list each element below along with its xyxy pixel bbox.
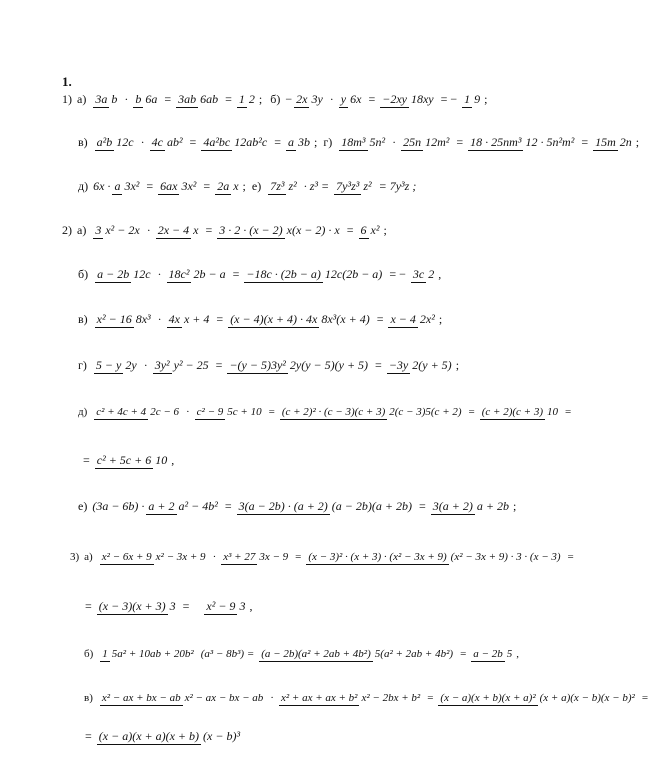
operator: ·: [329, 92, 334, 106]
numerator: a + 2: [148, 499, 175, 513]
numerator: 1: [238, 92, 245, 106]
denominator: 10: [547, 406, 559, 418]
fraction: [259, 648, 455, 661]
denominator: z²: [363, 179, 372, 193]
denominator: 2b − a: [193, 267, 226, 281]
denominator: 2x²: [419, 312, 435, 326]
part2-line-b: [78, 268, 441, 281]
numerator: 3 · 2 · (x − 2): [219, 223, 283, 237]
operator: = −: [440, 92, 458, 106]
denominator: (x² − 3x + 9) · 3 · (x − 3): [450, 551, 561, 563]
fraction: [279, 692, 422, 705]
denominator: x²: [370, 223, 380, 237]
numerator: 3ab: [178, 92, 197, 106]
numerator: 4c: [151, 135, 163, 149]
denominator: 12 · 5n²m²: [525, 135, 575, 149]
operator: =: [295, 551, 302, 563]
fraction: [280, 406, 464, 419]
denominator: x + 4: [183, 312, 210, 326]
numerator: (x − 3)(x + 3): [98, 599, 166, 613]
numerator: 25n: [403, 135, 422, 149]
fraction: [334, 180, 373, 193]
numerator: 18c²: [168, 267, 190, 281]
numerator: x² − 16: [96, 312, 132, 326]
fraction: [195, 406, 264, 419]
fraction: [593, 136, 634, 149]
numerator: 1: [102, 648, 108, 660]
fraction: [93, 93, 119, 106]
fraction: [100, 648, 195, 661]
fraction: [156, 224, 201, 237]
part2-line-e: [78, 500, 516, 513]
fraction: [95, 313, 153, 326]
denominator: x² − 3x + 9: [155, 551, 206, 563]
operator: =: [216, 312, 224, 326]
numerator: (c + 2)(c + 3): [481, 406, 544, 418]
denominator: 6x: [350, 92, 362, 106]
denominator: 5c + 10: [227, 406, 262, 418]
numerator: (x − a)(x + b)(x + a)²: [440, 692, 536, 704]
operator: =: [460, 648, 467, 660]
denominator: (a − 2b)(a + 2b): [331, 499, 412, 513]
punctuation: ,: [171, 453, 175, 467]
punctuation: ,: [438, 267, 442, 281]
numerator: −(y − 5)3y²: [229, 358, 286, 372]
fraction: [339, 136, 387, 149]
part2-d-label: д): [78, 406, 88, 418]
fraction: [237, 93, 257, 106]
numerator: 2a: [217, 179, 230, 193]
fraction: [286, 136, 312, 149]
fraction: [95, 268, 152, 281]
denominator: 2: [248, 92, 255, 106]
numerator: c² + 5c + 6: [96, 453, 152, 467]
denominator: 3: [169, 599, 176, 613]
punctuation: ,: [516, 648, 519, 660]
part3-line-a-cont: [82, 600, 252, 613]
operator: ·: [157, 267, 162, 281]
operator: =: [224, 499, 232, 513]
operator: =: [146, 179, 154, 193]
numerator: x − 4: [390, 312, 416, 326]
numerator: 3(a + 2): [432, 499, 473, 513]
operator: ·: [270, 692, 274, 704]
denominator: 5(a² + 2ab + 4b²): [374, 648, 454, 660]
fraction: [97, 730, 242, 743]
denominator: 2y(y − 5)(y + 5): [289, 358, 369, 372]
operator: =: [205, 223, 213, 237]
part3-b-label: б): [84, 648, 94, 660]
operator: =: [368, 92, 376, 106]
punctuation: ;: [258, 92, 263, 106]
fraction: [462, 93, 482, 106]
denominator: 5: [506, 648, 513, 660]
denominator: 9: [474, 92, 481, 106]
numerator: 4a²bc: [203, 135, 231, 149]
numerator: 3: [95, 223, 102, 237]
part1-label: 1): [62, 92, 72, 106]
operator: =: [203, 179, 211, 193]
operator: = 7y³z ;: [378, 179, 417, 193]
numerator: (x − a)(x + a)(x + b): [98, 729, 200, 743]
denominator: 2: [428, 267, 435, 281]
operator: =: [85, 599, 92, 613]
numerator: 3(a − 2b) · (a + 2): [238, 499, 328, 513]
numerator: −18c · (2b − a): [246, 267, 321, 281]
numerator: 3c: [412, 267, 425, 281]
denominator: z²: [288, 179, 297, 193]
numerator: 1: [464, 92, 471, 106]
fraction: [401, 136, 451, 149]
fraction: [217, 224, 342, 237]
denominator: x² − ax − bx − ab: [184, 692, 264, 704]
denominator: 3x²: [124, 179, 140, 193]
fraction: [380, 93, 435, 106]
operator: =: [164, 92, 172, 106]
denominator: x² − 2bx + b²: [361, 692, 421, 704]
numerator: 15m: [595, 135, 616, 149]
part1-v-label: в): [78, 135, 88, 149]
denominator: a² − 4b²: [178, 499, 218, 513]
fraction: [431, 500, 511, 513]
fraction: [150, 136, 185, 149]
numerator: a: [287, 135, 294, 149]
denominator: 2(y + 5): [412, 358, 452, 372]
denominator: 2(c − 3)5(c + 2): [389, 406, 462, 418]
fraction: [176, 93, 220, 106]
denominator: 18xy: [410, 92, 434, 106]
operator: · z³ =: [303, 179, 330, 193]
denominator: 3y: [311, 92, 323, 106]
part3-a-label: а): [84, 551, 93, 563]
fraction: [471, 648, 514, 661]
fraction: [227, 359, 370, 372]
numerator: x² + ax + ax + b²: [280, 692, 358, 704]
denominator: 3x²: [181, 179, 197, 193]
part2-line-v: [78, 313, 442, 326]
part3-v-label: в): [84, 692, 93, 704]
numerator: −2xy: [382, 92, 407, 106]
fraction: [201, 136, 269, 149]
fraction: [244, 268, 384, 281]
denominator: x² − 2x: [105, 223, 140, 237]
numerator: x² − ax + bx − ab: [101, 692, 181, 704]
fraction: [97, 600, 178, 613]
operator: =: [274, 135, 281, 149]
numerator: 5 − y: [95, 358, 122, 372]
numerator: a − 2b: [473, 648, 503, 660]
denominator: x: [233, 179, 239, 193]
part3-label: 3): [70, 551, 80, 563]
denominator: 8x³(x + 4): [321, 312, 370, 326]
operator: = −: [389, 267, 406, 281]
numerator: (x − 4)(x + 4) · 4x: [230, 312, 318, 326]
part1-g-label: г): [323, 135, 333, 149]
fraction: [146, 500, 219, 513]
numerator: 6ax: [160, 179, 178, 193]
denominator: 12m²: [425, 135, 450, 149]
punctuation: ,: [249, 599, 253, 613]
operator: =: [567, 551, 574, 563]
numerator: 4x: [168, 312, 180, 326]
fraction: [221, 551, 290, 564]
fraction: [204, 600, 247, 613]
operator: ·: [157, 312, 162, 326]
punctuation: ;: [242, 179, 246, 193]
denominator: 12c: [133, 267, 151, 281]
fraction: [359, 224, 382, 237]
problem-number: [62, 75, 72, 88]
punctuation: ;: [438, 312, 443, 326]
part1-line-ab: [62, 93, 488, 106]
numerator: x² − 9: [206, 599, 236, 613]
part2-line-d: [78, 406, 574, 419]
numerator: (x − 3)² · (x + 3) · (x² − 3x + 9): [308, 551, 447, 563]
denominator: 8x³: [135, 312, 151, 326]
fraction: [94, 359, 139, 372]
operator: ·: [146, 223, 151, 237]
numerator: x² − 6x + 9: [101, 551, 152, 563]
operator: =: [427, 692, 434, 704]
operator: =: [85, 729, 92, 743]
numerator: a − 2b: [97, 267, 130, 281]
numerator: (a − 2b)(a² + 2ab + 4b²): [261, 648, 371, 660]
fraction: [468, 136, 576, 149]
operator: ·: [143, 358, 148, 372]
part1-d-label: д): [78, 179, 89, 193]
fraction: [112, 180, 141, 193]
part1-b-label: б): [270, 92, 281, 106]
fraction: [388, 313, 436, 326]
operator: =: [581, 135, 589, 149]
punctuation: ;: [512, 499, 517, 513]
denominator: 2c − 6: [150, 406, 179, 418]
numerator: c² − 9: [196, 406, 224, 418]
denominator: 10: [155, 453, 168, 467]
part1-line-vg: [78, 136, 639, 149]
numerator: y: [340, 92, 347, 106]
numerator: b: [135, 92, 142, 106]
denominator: (x − b)³: [203, 729, 241, 743]
part2-line-g: [78, 359, 459, 372]
numerator: 3y²: [154, 358, 170, 372]
part2-label: 2): [62, 223, 72, 237]
operator: =: [376, 312, 384, 326]
part2-g-label: г): [78, 358, 87, 372]
part3-line-a: [70, 551, 577, 564]
denominator: 6ab: [200, 92, 219, 106]
fraction: [411, 268, 436, 281]
part2-b-label: б): [78, 267, 89, 281]
prefix: −: [285, 92, 293, 106]
denominator: 3b: [297, 135, 310, 149]
numerator: 3a: [95, 92, 108, 106]
fraction: [100, 692, 265, 705]
numerator: a: [114, 179, 121, 193]
prefix: 6x ·: [93, 179, 111, 193]
operator: =: [232, 267, 240, 281]
denominator: x(x − 2) · x: [286, 223, 340, 237]
operator: ·: [124, 92, 129, 106]
fraction: [94, 406, 181, 419]
fraction: [100, 551, 208, 564]
part2-line-a: [62, 224, 387, 237]
denominator: 12ab²c: [234, 135, 268, 149]
operator: =: [225, 92, 232, 106]
fraction: [153, 359, 211, 372]
fraction: [95, 136, 136, 149]
fraction: [268, 180, 299, 193]
operator: =: [468, 406, 475, 418]
denominator: 5a² + 10ab + 20b²: [111, 648, 194, 660]
numerator: a²b: [96, 135, 113, 149]
part1-line-de: [78, 180, 419, 193]
numerator: 2x − 4: [157, 223, 190, 237]
numerator: 2x: [296, 92, 308, 106]
operator: ·: [140, 135, 145, 149]
operator: =: [83, 453, 90, 467]
numerator: x³ + 27: [223, 551, 256, 563]
operator: =: [565, 406, 572, 418]
denominator: (x + a)(x − b)(x − b)²: [539, 692, 635, 704]
denominator: ab²: [166, 135, 183, 149]
numerator: 6: [360, 223, 367, 237]
fraction: [294, 93, 325, 106]
numerator: 7y³z³: [336, 179, 360, 193]
fraction: [95, 454, 169, 467]
part2-e-label: е): [78, 499, 88, 513]
punctuation: ;: [313, 135, 318, 149]
denominator: 2n: [619, 135, 632, 149]
denominator: 5n²: [369, 135, 386, 149]
fraction: [387, 359, 454, 372]
operator: =: [189, 135, 197, 149]
denominator: 12c(2b − a): [324, 267, 383, 281]
prefix: (3a − 6b) ·: [92, 499, 145, 513]
fraction: [133, 93, 159, 106]
operator: ·: [392, 135, 397, 149]
operator: =: [456, 135, 464, 149]
fraction: [167, 268, 228, 281]
operator: =: [641, 692, 649, 704]
operator: =: [215, 358, 223, 372]
operator: =: [268, 406, 275, 418]
problem-number-text: 1.: [62, 74, 72, 89]
fraction: [228, 313, 372, 326]
operator: ·: [186, 406, 190, 418]
operator: =: [182, 599, 190, 613]
numerator: 18 · 25nm³: [470, 135, 522, 149]
part2-line-d-cont: [80, 454, 174, 467]
denominator: 12c: [116, 135, 134, 149]
numerator: (c + 2)² · (c − 3)(c + 3): [281, 406, 386, 418]
fraction: [237, 500, 414, 513]
numerator: −3y: [388, 358, 409, 372]
fraction: [438, 692, 636, 705]
denominator: 3x − 9: [259, 551, 289, 563]
punctuation: ;: [484, 92, 488, 106]
numerator: 7z³: [270, 179, 285, 193]
part1-a-label: а): [77, 92, 87, 106]
operator: =: [375, 358, 382, 372]
operator: =: [346, 223, 354, 237]
denominator: 6a: [145, 92, 158, 106]
numerator: c² + 4c + 4: [96, 406, 147, 418]
operator: (a³ − 8b³) =: [200, 648, 255, 660]
part2-v-label: в): [78, 312, 88, 326]
fraction: [158, 180, 198, 193]
denominator: 2y: [125, 358, 137, 372]
punctuation: ;: [635, 135, 640, 149]
punctuation: ;: [383, 223, 387, 237]
denominator: x: [193, 223, 199, 237]
fraction: [339, 93, 364, 106]
fraction: [306, 551, 562, 564]
fraction: [167, 313, 212, 326]
part3-line-v: [84, 692, 651, 705]
part1-e-label: е): [251, 179, 262, 193]
denominator: a + 2b: [476, 499, 509, 513]
part3-line-v-cont: [82, 730, 244, 743]
denominator: y² − 25: [173, 358, 209, 372]
fraction: [480, 406, 560, 419]
part3-line-b: [84, 648, 519, 661]
operator: ·: [212, 551, 217, 563]
fraction: [93, 224, 141, 237]
part2-a-label: а): [77, 223, 87, 237]
punctuation: ;: [455, 358, 460, 372]
denominator: 3: [239, 599, 246, 613]
fraction: [215, 180, 240, 193]
numerator: 18m³: [341, 135, 366, 149]
operator: =: [418, 499, 426, 513]
denominator: b: [111, 92, 118, 106]
